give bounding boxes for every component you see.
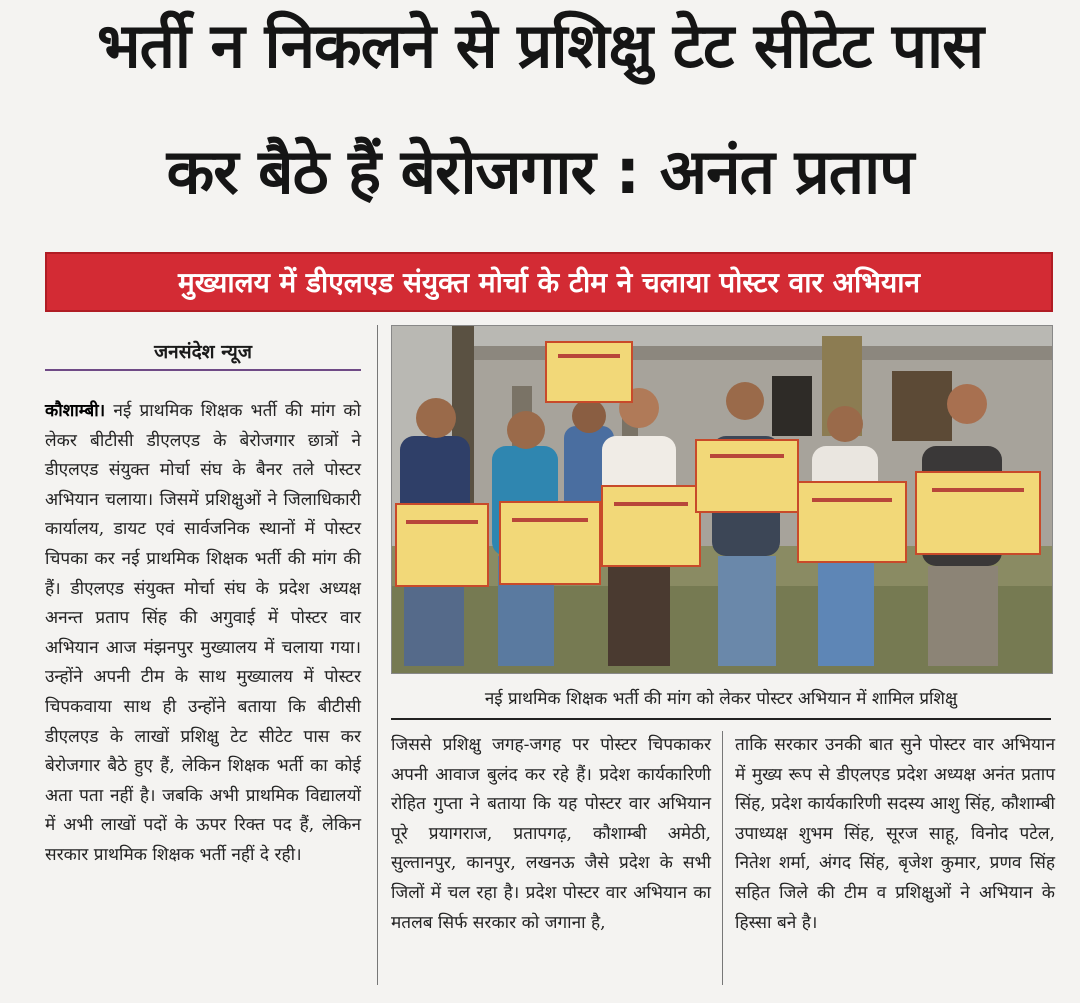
photo-caption: नई प्राथमिक शिक्षक भर्ती की मांग को लेकर पोस्टर अभियान में शामिल प्रशिक्षु [484,689,958,709]
byline: जनसंदेश न्यूज [154,341,252,363]
article-text-3: ताकि सरकार उनकी बात सुने पोस्टर वार अभियान में मुख्य रूप से डीएलएड प्रदेश अध्यक्ष अनंत प्रताप सिंह, प्रदेश कार्यकारिणी सदस्य आशु सिंह, कौशाम्बी उपाध्यक्ष शुभम सिंह, सूरज साहू, विनोद पटेल, नितेश शर्मा, अंगद सिंह, बृजेश कुमार, प्रणव सिंह सहित जिले की टीम व प्रशिक्षुओं ने अभियान के हिस्सा बने है। [735,735,1055,933]
subheadline-text: मुख्यालय में डीएलएड संयुक्त मोर्चा के टीम ने चलाया पोस्टर वार अभियान [177,266,921,299]
caption-rule [391,718,1051,720]
byline-rule [45,369,361,371]
article-text-1: नई प्राथमिक शिक्षक भर्ती की मांग को लेकर बीटीसी डीएलएड के बेरोजगार छात्रों ने डीएलएड संयुक्त मोर्चा संघ के बैनर तले पोस्टर अभियान चलाया। जिसमें प्रशिक्षुओं ने जिलाधिकारी कार्यालय, डायट एवं सार्वजनिक स्थानों में पोस्टर चिपका कर नई प्राथमिक शिक्षक भर्ती की मांग की हैं। डीएलएड संयुक्त मोर्चा संघ के प्रदेश अध्यक्ष अनन्त प्रताप सिंह की अगुवाई में पोस्टर वार अभियान आज मंझनपुर मुख्यालय में चलाया गया। उन्होंने अपनी टीम के साथ मुख्यालय में पोस्टर चिपकवाया साथ ही उन्होंने बताया कि बीटीसी डीएलएड के लाखों प्रशिक्षु टेट सीटेट पास कर बेरोजगार बैठे हुए हैं, लेकिन शिक्षक भर्ती का कोई अता पता नहीं है। जबकि अभी प्राथमिक विद्यालयों में अभी लाखों पदों के ऊपर रिक्त पद हैं, लेकिन सरकार प्राथमिक शिक्षक भर्ती नहीं दे रही। [45,401,362,865]
article-column-1 [45,397,361,871]
news-photo [391,325,1053,674]
headline-line-1: भर्ती न निकलने से प्रशिक्षु टेट सीटेट पास [96,9,984,82]
article-column-3 [735,731,1055,938]
article-text-2: जिससे प्रशिक्षु जगह-जगह पर पोस्टर चिपकाकर अपनी आवाज बुलंद कर रहे हैं। प्रदेश कार्यकारिणी रोहित गुप्ता ने बताया कि यह पोस्टर वार अभियान पूरे प्रयागराज, प्रतापगढ़, कौशाम्बी अमेठी, सुल्तानपुर, कानपुर, लखनऊ जैसे प्रदेश के सभी जिलों में चल रहा है। प्रदेश पोस्टर वार अभियान का मतलब सिर्फ सरकार को जगाना है, [391,735,711,933]
subheadline-banner [45,252,1053,312]
column-divider [377,325,378,985]
dateline: कौशाम्बी। [45,401,106,421]
article-column-2 [391,731,711,938]
column-divider [722,731,723,985]
headline-line-2: कर बैठे हैं बेरोजगार : अनंत प्रताप [166,135,914,208]
